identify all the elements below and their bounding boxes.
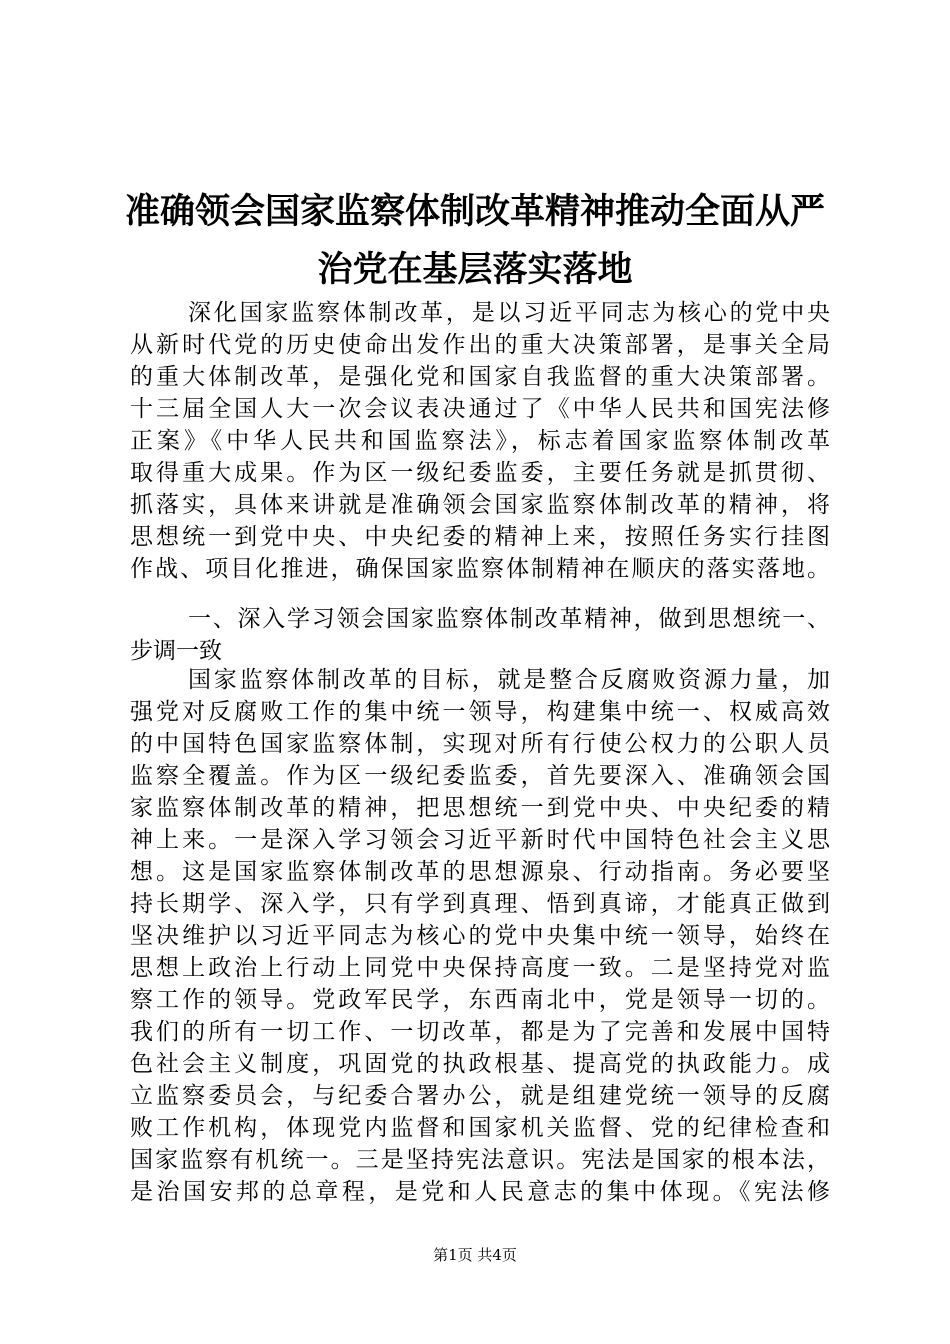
document-title-line-2: 治党在基层落实落地 — [317, 250, 633, 290]
text-line: 思想上政治上行动上同党中央保持高度一致。二是坚持党对监 — [130, 955, 830, 981]
text-line: 想。这是国家监察体制改革的思想源泉、行动指南。务必要坚 — [130, 859, 830, 885]
heading-line: 步调一致 — [130, 638, 222, 664]
text-line: 神上来。一是深入学习领会习近平新时代中国特色社会主义思 — [130, 827, 830, 853]
text-line: 十三届全国人大一次会议表决通过了《中华人民共和国宪法修 — [130, 396, 830, 422]
text-line: 坚决维护以习近平同志为核心的党中央集中统一领导，始终在 — [130, 923, 830, 949]
text-line: 取得重大成果。作为区一级纪委监委，主要任务就是抓贯彻、 — [130, 460, 830, 486]
text-line: 是治国安邦的总章程，是党和人民意志的集中体现。《宪法修 — [130, 1179, 830, 1205]
text-line: 察工作的领导。党政军民学，东西南北中，党是领导一切的。 — [130, 987, 830, 1013]
text-line: 深化国家监察体制改革，是以习近平同志为核心的党中央 — [188, 300, 830, 326]
text-line: 国家监察体制改革的目标，就是整合反腐败资源力量，加 — [188, 667, 830, 693]
text-line: 国家监察有机统一。三是坚持宪法意识。宪法是国家的根本法， — [130, 1147, 830, 1173]
text-line: 作战、项目化推进，确保国家监察体制精神在顺庆的落实落地。 — [130, 556, 830, 582]
text-line: 的重大体制改革，是强化党和国家自我监督的重大决策部署。 — [130, 364, 830, 390]
text-line: 的中国特色国家监察体制，实现对所有行使公权力的公职人员 — [130, 731, 830, 757]
text-line: 强党对反腐败工作的集中统一领导，构建集中统一、权威高效 — [130, 699, 830, 725]
text-line: 我们的所有一切工作、一切改革，都是为了完善和发展中国特 — [130, 1019, 830, 1045]
text-line: 思想统一到党中央、中央纪委的精神上来，按照任务实行挂图 — [130, 524, 830, 550]
page-number-footer: 第1页 共4页 — [433, 1246, 517, 1264]
text-line: 正案》《中华人民共和国监察法》，标志着国家监察体制改革 — [130, 428, 830, 454]
text-line: 立监察委员会，与纪委合署办公，就是组建党统一领导的反腐 — [130, 1083, 830, 1109]
document-title-line-1: 准确领会国家监察体制改革精神推动全面从严 — [124, 192, 825, 232]
text-line: 色社会主义制度，巩固党的执政根基、提高党的执政能力。成 — [130, 1051, 830, 1077]
text-line: 监察全覆盖。作为区一级纪委监委，首先要深入、准确领会国 — [130, 763, 830, 789]
text-line: 抓落实，具体来讲就是准确领会国家监察体制改革的精神，将 — [130, 492, 830, 518]
text-line: 从新时代党的历史使命出发作出的重大决策部署，是事关全局 — [130, 332, 830, 358]
heading-line: 一、深入学习领会国家监察体制改革精神，做到思想统一、 — [188, 606, 830, 632]
text-line: 家监察体制改革的精神，把思想统一到党中央、中央纪委的精 — [130, 795, 830, 821]
text-line: 败工作机构，体现党内监督和国家机关监督、党的纪律检查和 — [130, 1115, 830, 1141]
text-line: 持长期学、深入学，只有学到真理、悟到真谛，才能真正做到 — [130, 891, 830, 917]
